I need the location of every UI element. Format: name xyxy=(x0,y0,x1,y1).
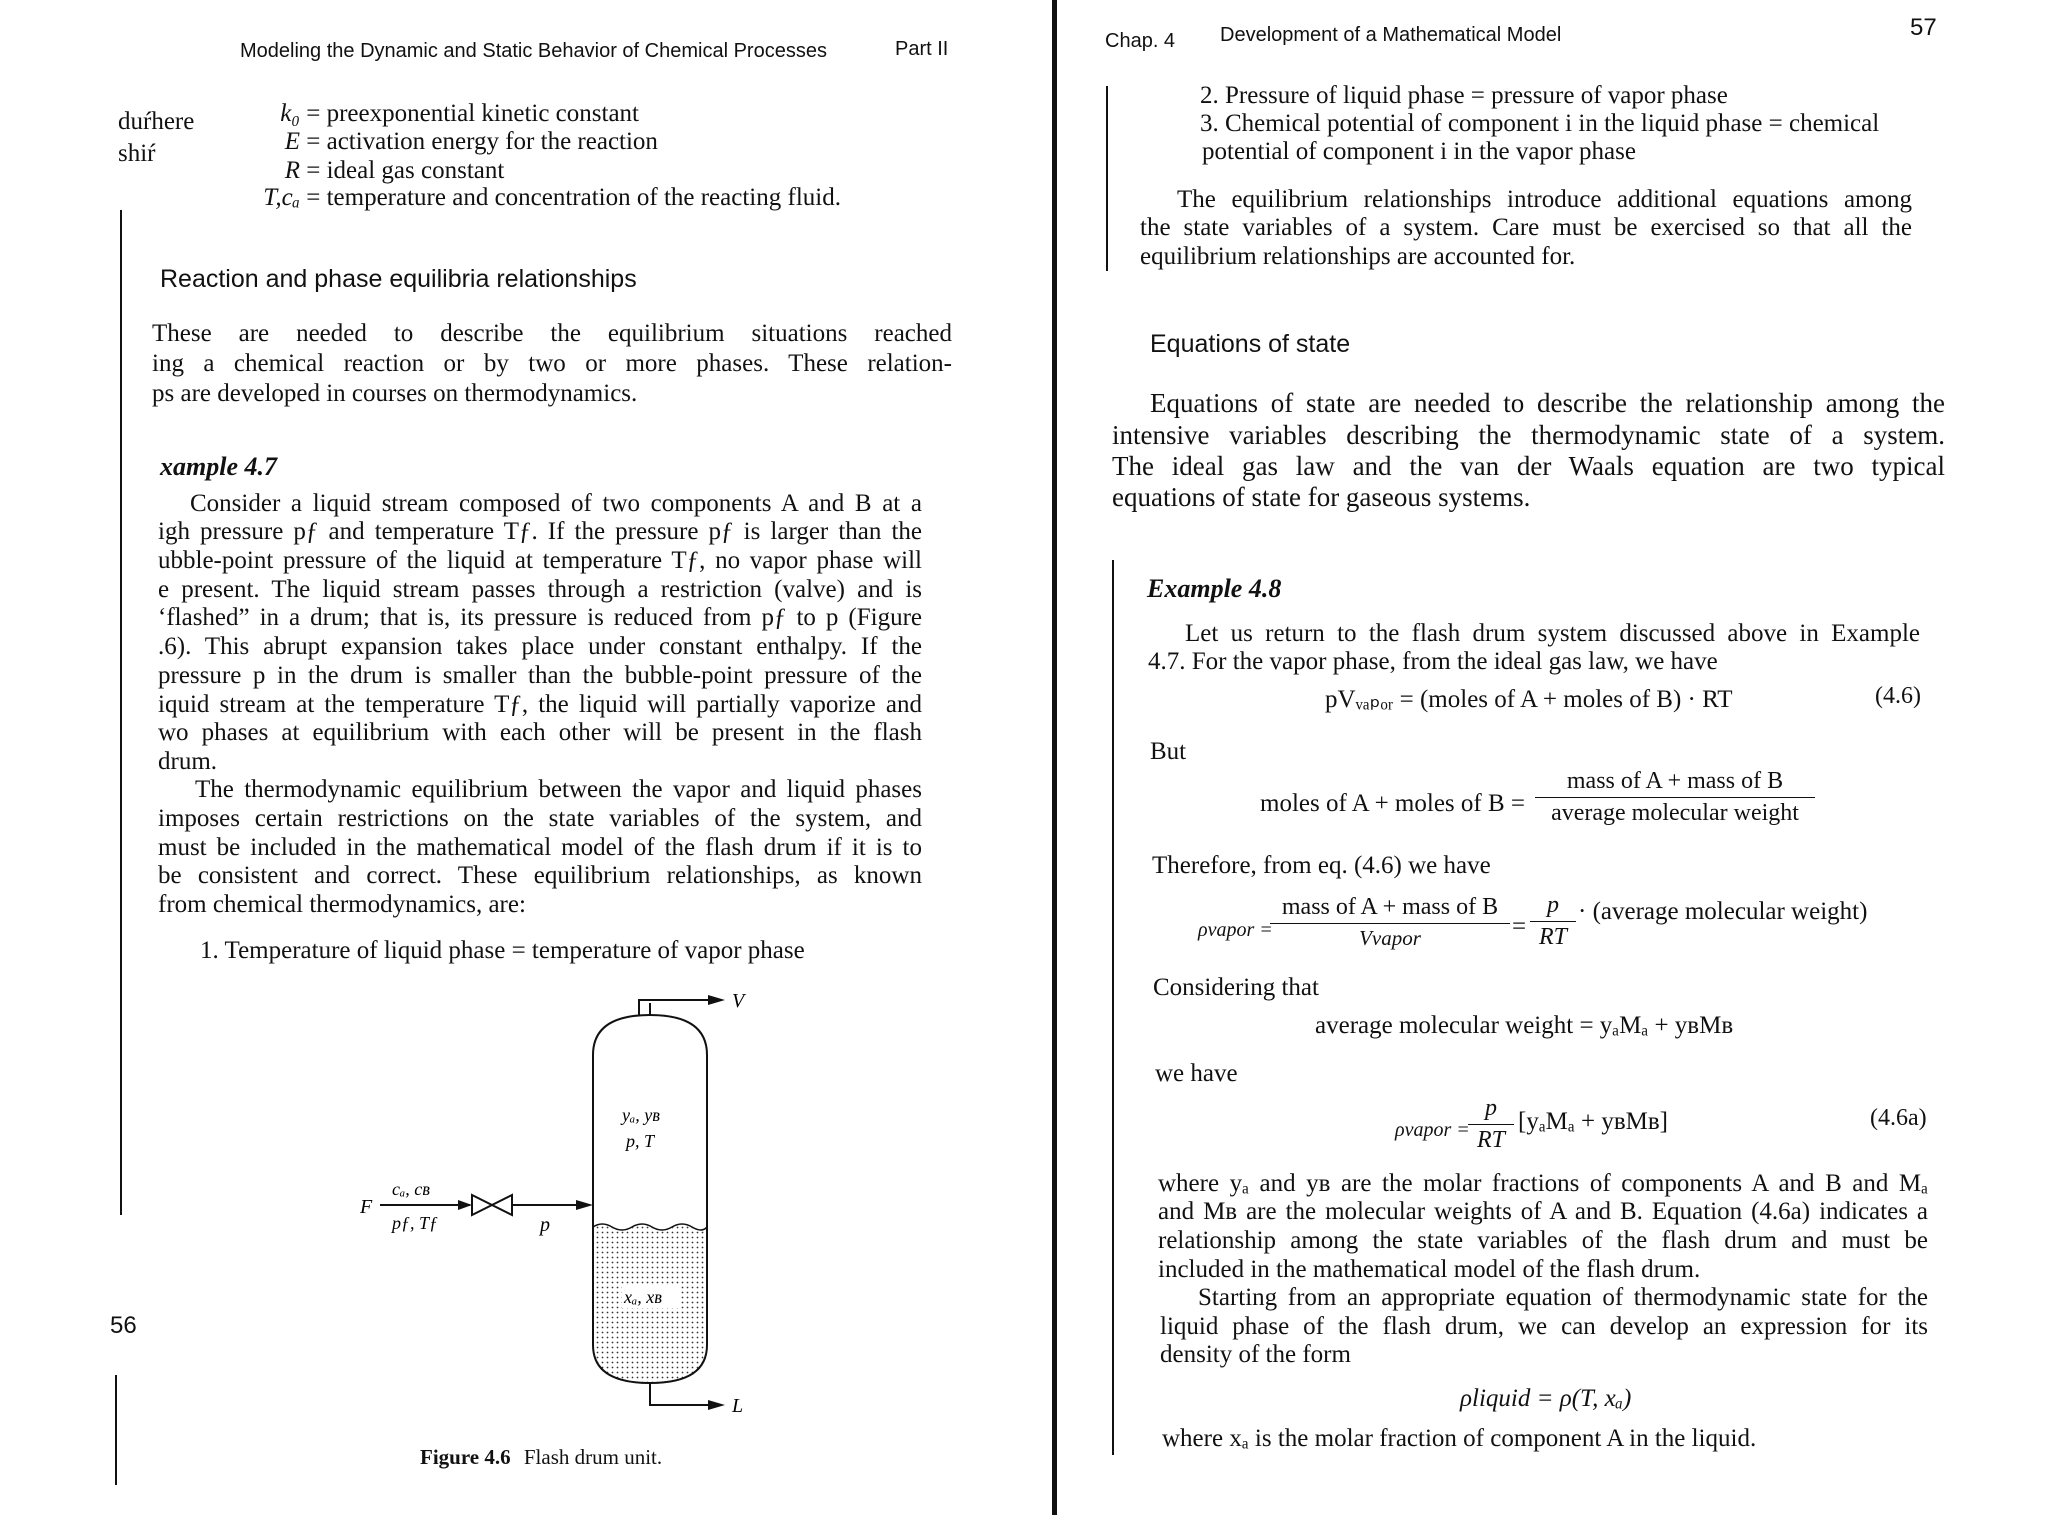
list-item: 2. Pressure of liquid phase = pressure of vapor phase xyxy=(1200,82,1728,109)
valve xyxy=(472,1195,492,1215)
text-line: But xyxy=(1150,738,1187,765)
list-item-continued: potential of component i in the vapor phase xyxy=(1202,138,1636,165)
text-line: The equilibrium relationships introduce additional equations among xyxy=(1177,186,1912,213)
text-line: where xₐ is the molar fraction of component A in the liquid. xyxy=(1162,1425,1757,1452)
equation-rho-tail: · (average molecular weight) xyxy=(1578,898,1868,925)
equation-4-6a-tail: [yₐMₐ + yʙMʙ] xyxy=(1518,1108,1668,1135)
left-running-header: Modeling the Dynamic and Static Behavior of Chemical Processes xyxy=(240,40,827,62)
label-feed-concentration: cₐ, cʙ xyxy=(392,1179,430,1199)
liquid-outlet-line xyxy=(650,1383,710,1405)
text-line: iquid stream at the temperature Tƒ, the liquid will partially vaporize and xyxy=(158,691,922,718)
text-line: pressure p in the drum is smaller than the bubble-point pressure of the xyxy=(158,662,922,689)
text-line: Let us return to the flash drum system discussed above in Example xyxy=(1185,620,1920,647)
equation-average-molecular-weight: average molecular weight = yₐMₐ + yʙMʙ xyxy=(1315,1012,1734,1039)
numerator: mass of A + mass of B xyxy=(1535,768,1815,798)
right-page-number: 57 xyxy=(1910,14,1937,41)
list-item: 1. Temperature of liquid phase = temperature of vapor phase xyxy=(200,937,805,964)
right-running-header: Development of a Mathematical Model xyxy=(1220,24,1562,46)
equals-sign: = xyxy=(1512,913,1527,940)
definition: = preexponential kinetic constant xyxy=(306,100,639,127)
text-line: Considering that xyxy=(1153,974,1319,1001)
label-vapor-composition: yₐ, yʙ xyxy=(622,1105,660,1125)
text-line: be consistent and correct. These equilibrium relationships, as known xyxy=(158,862,922,889)
text-line: and Mʙ are the molecular weights of A and B. Equation (4.6a) indicates a xyxy=(1158,1198,1928,1225)
liquid-arrow xyxy=(708,1400,725,1410)
text-line: 4.7. For the vapor phase, from the ideal gas law, we have xyxy=(1148,648,1718,675)
flash-drum-figure xyxy=(340,985,790,1425)
margin-fragment: duŕhere xyxy=(118,108,195,135)
text-line: where yₐ and yʙ are the molar fractions of components A and B and Mₐ xyxy=(1158,1170,1928,1197)
left-part-label: Part II xyxy=(895,38,949,60)
text-line: we have xyxy=(1155,1060,1238,1087)
numerator: p xyxy=(1468,1095,1514,1125)
text-line: e present. The liquid stream passes through a restriction (valve) and is xyxy=(158,576,922,603)
section-heading: Reaction and phase equilibria relationships xyxy=(160,265,637,293)
equation-moles-lhs: moles of A + moles of B = xyxy=(1260,790,1526,817)
definition: = ideal gas constant xyxy=(306,157,505,184)
left-margin-rule-bottom xyxy=(115,1375,117,1485)
symbol: T,cₐ xyxy=(263,184,300,211)
figure-caption xyxy=(420,1445,662,1470)
right-chapter-label: Chap. 4 xyxy=(1105,30,1176,52)
symbol: k₀ xyxy=(280,100,300,127)
equation-number: (4.6) xyxy=(1875,683,1921,709)
text-line: drum. xyxy=(158,748,218,775)
text-line: Starting from an appropriate equation of thermodynamic state for the xyxy=(1198,1284,1928,1311)
caption-label: Figure 4.6 xyxy=(420,1445,511,1469)
definition: = activation energy for the reaction xyxy=(306,128,658,155)
definition: = temperature and concentration of the reacting fluid. xyxy=(306,184,841,211)
equation-number: (4.6a) xyxy=(1870,1105,1927,1131)
denominator: RT xyxy=(1538,924,1567,950)
text-line: Equations of state are needed to describe the relationship among the xyxy=(1150,388,1945,418)
text-line: These are needed to describe the equilibrium situations reached xyxy=(152,320,952,347)
denominator: RT xyxy=(1476,1127,1505,1153)
text-line: density of the form xyxy=(1160,1341,1351,1368)
numerator: mass of A + mass of B xyxy=(1270,894,1510,924)
label-V: V xyxy=(732,990,745,1012)
text-line: relationship among the state variables of the flash drum and must be xyxy=(1158,1227,1928,1254)
symbol: E xyxy=(284,128,300,155)
text-line: ps are developed in courses on thermodynamics. xyxy=(152,380,638,407)
text-line: equations of state for gaseous systems. xyxy=(1112,482,1531,512)
denominator: average molecular weight xyxy=(1551,800,1799,826)
text-line: Consider a liquid stream composed of two components A and B at a xyxy=(190,490,922,517)
section-heading: Equations of state xyxy=(1150,330,1351,358)
right-margin-rule xyxy=(1106,86,1108,271)
text-line: .6). This abrupt expansion takes place under constant enthalpy. If the xyxy=(158,633,922,660)
equation-4-6: pVᵥₐₚₒᵣ = (moles of A + moles of B) · RT xyxy=(1325,686,1733,713)
example-heading: xample 4.7 xyxy=(160,452,277,481)
equation-rho-fraction xyxy=(1270,894,1510,951)
denominator: Vvapor xyxy=(1359,926,1421,950)
text-line: igh pressure pƒ and temperature Tƒ. If the pressure pƒ is larger than the xyxy=(158,518,922,545)
equation-liquid-density: ρliquid = ρ(T, xₐ) xyxy=(1460,1385,1632,1412)
equation-moles-fraction xyxy=(1535,768,1815,827)
text-line: imposes certain restrictions on the state variables of the system, and xyxy=(158,805,922,832)
label-vapor-state: p, T xyxy=(626,1131,655,1151)
margin-fragment: shiŕ xyxy=(118,140,156,167)
example-heading: Example 4.8 xyxy=(1147,574,1282,603)
equation-p-over-RT xyxy=(1530,892,1576,951)
equation-4-6a-lhs: ρvapor = xyxy=(1395,1119,1470,1141)
text-line: equilibrium relationships are accounted for. xyxy=(1140,243,1576,270)
symbol: R xyxy=(284,157,300,184)
text-line: wo phases at equilibrium with each other will be present in the flash xyxy=(158,719,922,746)
text-line: The thermodynamic equilibrium between the vapor and liquid phases xyxy=(195,776,922,803)
text-line: ubble-point pressure of the liquid at temperature Tƒ, no vapor phase will xyxy=(158,547,922,574)
text-line: included in the mathematical model of the flash drum. xyxy=(1158,1256,1701,1283)
example-margin-rule xyxy=(1112,560,1114,1455)
text-line: ing a chemical reaction or by two or more phases. These relation- xyxy=(152,350,952,377)
text-line: must be included in the mathematical model of the flash drum if it is to xyxy=(158,834,922,861)
equation-4-6a-fraction xyxy=(1468,1095,1514,1154)
text-line: Therefore, from eq. (4.6) we have xyxy=(1152,852,1491,879)
left-margin-rule xyxy=(120,210,122,1215)
label-p: p xyxy=(540,1214,550,1236)
text-line: liquid phase of the flash drum, we can develop an expression for its xyxy=(1160,1313,1928,1340)
text-line: ‘flashed” in a drum; that is, its pressure is reduced from pƒ to p (Figure xyxy=(158,604,922,631)
list-item: 3. Chemical potential of component i in the liquid phase = chemical xyxy=(1200,110,1880,137)
equation-rho-lhs: ρvapor = xyxy=(1198,919,1273,941)
label-L: L xyxy=(732,1395,744,1417)
vapor-outlet-line xyxy=(639,1000,710,1003)
text-line: The ideal gas law and the van der Waals equation are two typical xyxy=(1112,451,1945,481)
label-F: F xyxy=(360,1196,373,1218)
label-liquid-composition: xₐ, xʙ xyxy=(624,1287,662,1307)
text-line: from chemical thermodynamics, are: xyxy=(158,891,526,918)
caption-text: Flash drum unit. xyxy=(523,1445,663,1469)
numerator: p xyxy=(1530,892,1576,922)
book-gutter xyxy=(1052,0,1057,1515)
text-line: the state variables of a system. Care must be exercised so that all the xyxy=(1140,214,1912,241)
left-page-number: 56 xyxy=(110,1312,137,1339)
text-line: intensive variables describing the thermodynamic state of a system. xyxy=(1112,420,1945,450)
vapor-arrow xyxy=(708,995,725,1005)
label-feed-state: pƒ, Tƒ xyxy=(392,1213,439,1233)
